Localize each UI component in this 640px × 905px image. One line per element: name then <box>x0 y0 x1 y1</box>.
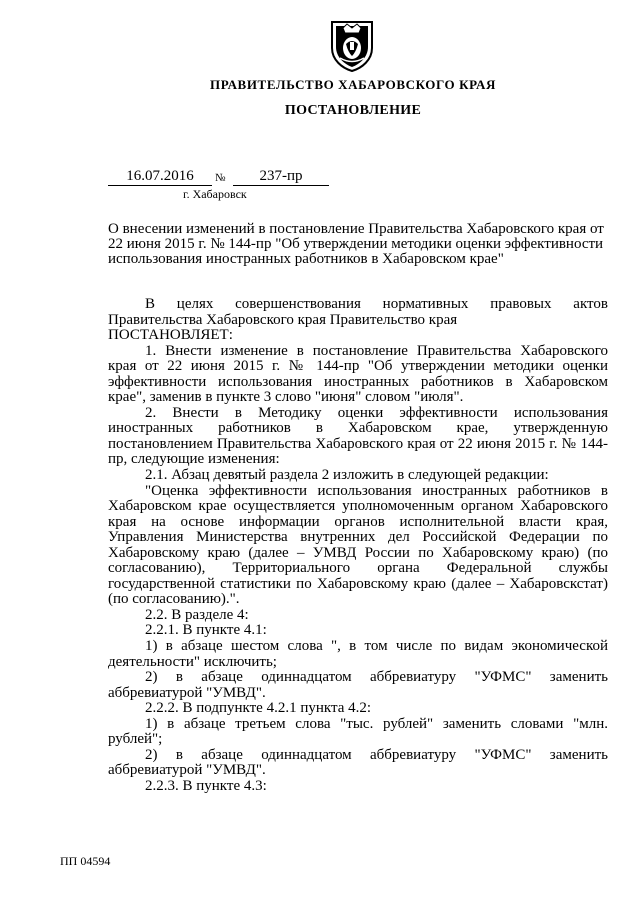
paragraph: В целях совершенствования нормативных правовых актов Правительства Хабаровского края Правительство края <box>108 296 608 328</box>
document-code: ПП 04594 <box>60 854 111 868</box>
paragraph: 2.1. Абзац девятый раздела 2 изложить в следующей редакции: <box>145 467 549 484</box>
paragraph: 2.2. В разделе 4: <box>145 606 249 623</box>
decree-body <box>108 297 608 795</box>
subject-line: использования иностранных работников в Хабаровском крае" <box>108 251 504 267</box>
decree-date: 16.07.2016 <box>108 168 212 186</box>
subject-line: 22 июня 2015 г. № 144-пр "Об утверждении методики оценки эффективности <box>108 236 604 252</box>
document-type: ПОСТАНОВЛЕНИЕ <box>284 103 422 118</box>
paragraph: 2.2.3. В пункте 4.3: <box>145 777 267 794</box>
paragraph: 2.2.1. В пункте 4.1: <box>145 622 267 639</box>
paragraph: 2) в абзаце одиннадцатом аббревиатуру "УФМС" заменить аббревиатурой "УМВД". <box>108 746 608 779</box>
decree-number: 237-пр <box>233 168 329 186</box>
coat-of-arms-icon <box>328 18 376 72</box>
subject-line: О внесении изменений в постановление Правительства Хабаровского края от <box>108 221 604 237</box>
paragraph: 2) в абзаце одиннадцатом аббревиатуру "УФМС" заменить аббревиатурой "УМВД". <box>108 669 608 701</box>
decree-subject <box>108 222 608 267</box>
paragraph: "Оценка эффективности использования иностранных работников в Хабаровском крае осуществляется уполномоченным органом Хабаровского края на основе информации органов исполнительной власти края, Управления Министерства внутренних дел Российской Федерации по Хабаровскому краю (далее – УМВД России по Хабаровскому краю) (по согласованию), Территориального органа Федеральной службы государственной статистики по Хабаровскому краю (далее – Хабаровскстат) (по согласованию).". <box>108 482 608 608</box>
paragraph: 1) в абзаце третьем слова "тыс. рублей" заменить словами "млн. рублей"; <box>108 715 608 748</box>
paragraph: 2. Внести в Методику оценки эффективности использования иностранных работников в Хабаровском крае, утвержденную постановлением Правительства Хабаровского края от 22 июня 2015 г. № 144-пр, следующие изменения: <box>108 404 608 468</box>
paragraph: 1. Внести изменение в постановление Правительства Хабаровского края от 22 июня 2015 г. № 144-пр "Об утверждении методики оценки эффективности использования иностранных работников в Хабаровском крае", заменив в пункте 3 слово "июня" словом "июля". <box>108 342 608 406</box>
paragraph: 2.2.2. В подпункте 4.2.1 пункта 4.2: <box>145 700 372 717</box>
government-name: ПРАВИТЕЛЬСТВО ХАБАРОВСКОГО КРАЯ <box>209 77 496 92</box>
city: г. Хабаровск <box>183 187 247 201</box>
paragraph: ПОСТАНОВЛЯЕТ: <box>108 327 233 344</box>
number-sign: № <box>215 172 226 184</box>
paragraph: 1) в абзаце шестом слова ", в том числе по видам экономической деятельности" исключить; <box>108 638 608 670</box>
